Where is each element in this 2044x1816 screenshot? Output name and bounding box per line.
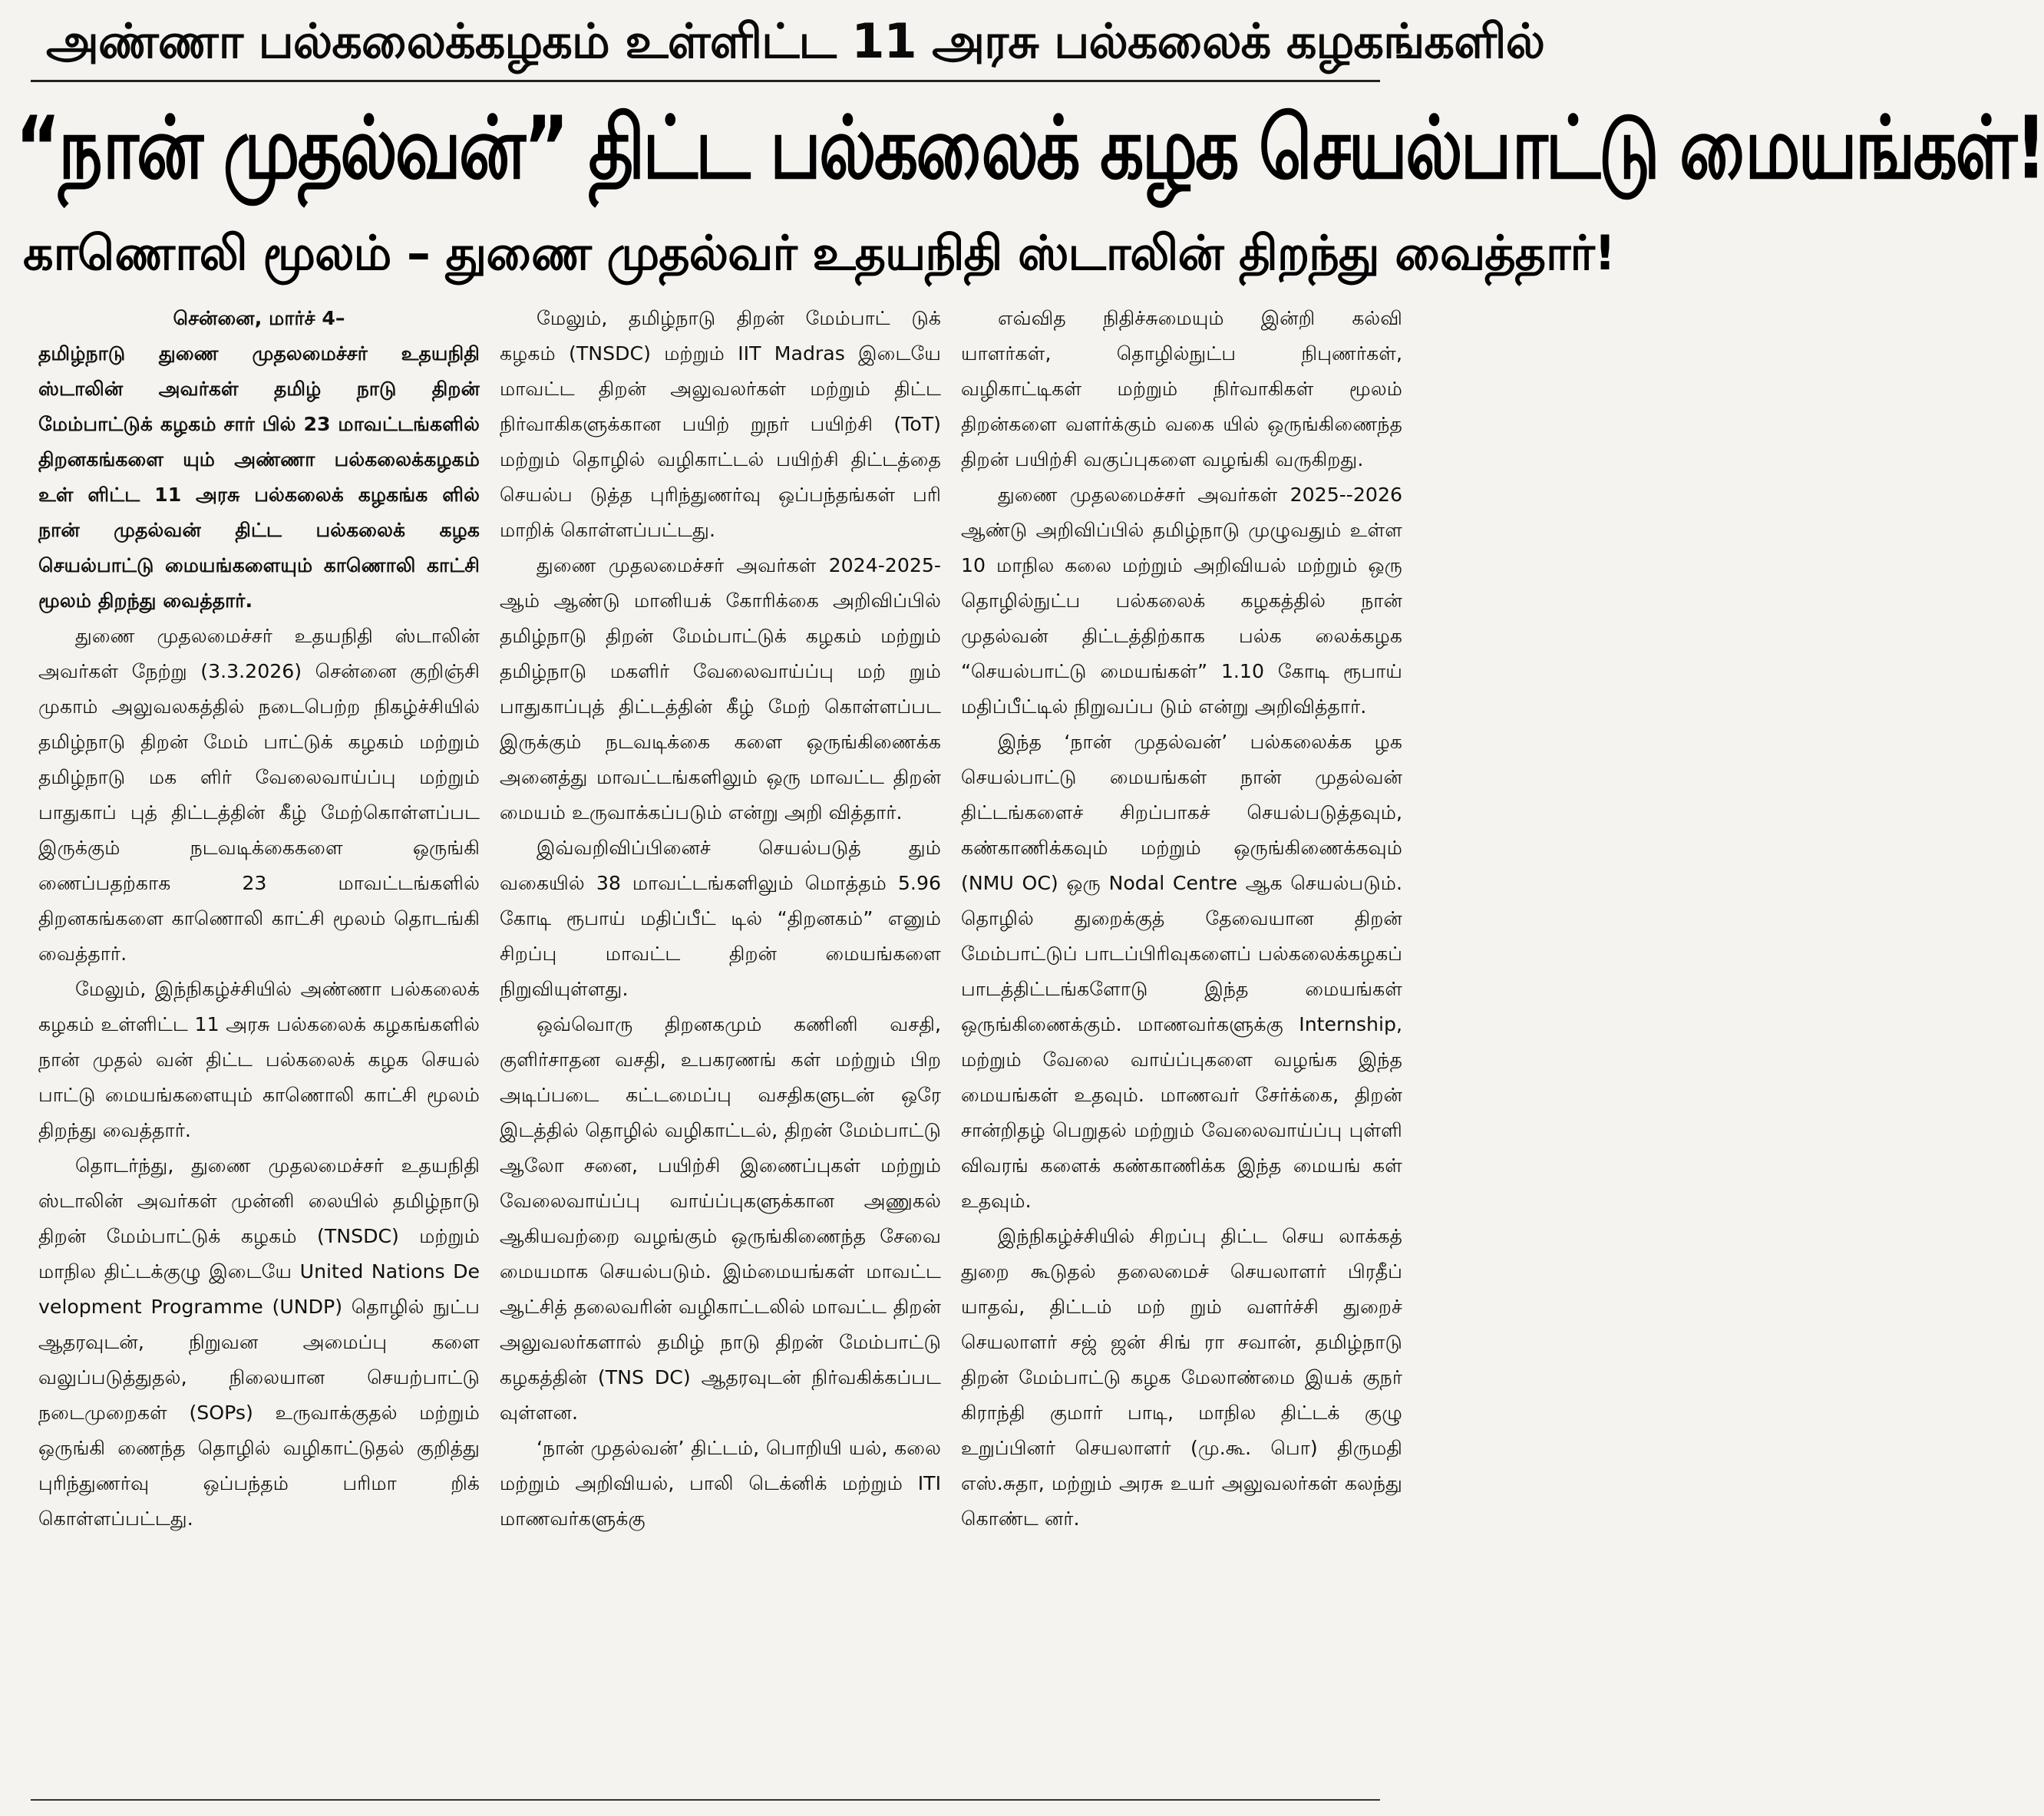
paragraph: மேலும், இந்நிகழ்ச்சியில் அண்ணா பல்கலைக் கழகம் உள்ளிட்ட 11 அரசு பல்கலைக் கழகங்களில் நான் முதல் வன் திட்ட பல்கலைக் கழக செயல் பாட்டு மையங்களையும் காணொலி காட்சி மூலம் திறந்து வைத்தார். <box>38 978 480 1141</box>
main-headline: “நான் முதல்வன்” திட்ட பல்கலைக் கழக செயல்பாட்டு மையங்கள்! <box>15 97 2044 199</box>
article-column-1 <box>38 301 480 1790</box>
article-column-3 <box>961 301 1402 1790</box>
paragraph: மேலும், தமிழ்நாடு திறன் மேம்பாட் டுக் கழகம் (TNSDC) மற்றும் IIT Madras இடையே மாவட்ட திறன் அலுவலர்கள் மற்றும் திட்ட நிர்வாகிகளுக்கான பயிற் றுநர் பயிற்சி (ToT) மற்றும் தொழில் வழிகாட்டல் பயிற்சி திட்டத்தை செயல்ப டுத்த புரிந்துணர்வு ஒப்பந்தங்கள் பரி மாறிக் கொள்ளப்பட்டது. <box>500 307 941 541</box>
article-body <box>38 301 1403 1790</box>
paragraph: துணை முதலமைச்சர் அவர்கள் 2025--2026 ஆண்டு அறிவிப்பில் தமிழ்நாடு முழுவதும் உள்ள 10 மாநில கலை மற்றும் அறிவியல் மற்றும் ஒரு தொழில்நுட்ப பல்கலைக் கழகத்தில் நான் முதல்வன் திட்டத்திற்காக பல்க லைக்கழக “செயல்பாட்டு மையங்கள்” 1.10 கோடி ரூபாய் மதிப்பீட்டில் நிறுவப்ப டும் என்று அறிவித்தார். <box>961 484 1402 718</box>
paragraph: ஒவ்வொரு திறனகமும் கணினி வசதி, குளிர்சாதன வசதி, உபகரணங் கள் மற்றும் பிற அடிப்படை கட்டமைப்பு வசதிகளுடன் ஒரே இடத்தில் தொழில் வழிகாட்டல், திறன் மேம்பாட்டு ஆலோ சனை, பயிற்சி இணைப்புகள் மற்றும் வேலைவாய்ப்பு வாய்ப்புகளுக்கான அணுகல் ஆகியவற்றை வழங்கும் ஒருங்கிணைந்த சேவை மையமாக செயல்படும். இம்மையங்கள் மாவட்ட ஆட்சித் தலைவரின் வழிகாட்டலில் மாவட்ட திறன் அலுவலர்களால் தமிழ் நாடு திறன் மேம்பாட்டு கழகத்தின் (TNS DC) ஆதரவுடன் நிர்வகிக்கப்பட வுள்ளன. <box>500 1013 941 1424</box>
paragraph: துணை முதலமைச்சர் அவர்கள் 2024-2025-ஆம் ஆண்டு மானியக் கோரிக்கை அறிவிப்பில் தமிழ்நாடு திறன் மேம்பாட்டுக் கழகம் மற்றும் தமிழ்நாடு மகளிர் வேலைவாய்ப்பு மற் றும் பாதுகாப்புத் திட்டத்தின் கீழ் மேற் கொள்ளப்பட இருக்கும் நடவடிக்கை களை ஒருங்கிணைக்க அனைத்து மாவட்டங்களிலும் ஒரு மாவட்ட திறன் மையம் உருவாக்கப்படும் என்று அறி வித்தார். <box>500 554 941 824</box>
article-column-2 <box>500 301 941 1790</box>
footer-rule <box>31 1799 1380 1801</box>
paragraph: ‘நான் முதல்வன்’ திட்டம், பொறியி யல், கலை மற்றும் அறிவியல், பாலி டெக்னிக் மற்றும் ITI மாணவர்களுக்கு <box>500 1437 941 1530</box>
paragraph: எவ்வித நிதிச்சுமையும் இன்றி கல்வி யாளர்கள், தொழில்நுட்ப நிபுணர்கள், வழிகாட்டிகள் மற்றும் நிர்வாகிகள் மூலம் திறன்களை வளர்க்கும் வகை யில் ஒருங்கிணைந்த திறன் பயிற்சி வகுப்புகளை வழங்கி வருகிறது. <box>961 307 1402 471</box>
paragraph: இந்த ‘நான் முதல்வன்’ பல்கலைக்க ழக செயல்பாட்டு மையங்கள் நான் முதல்வன் திட்டங்களைச் சிறப்பாகச் செயல்படுத்தவும், கண்காணிக்கவும் மற்றும் ஒருங்கிணைக்கவும் (NMU OC) ஒரு Nodal Centre ஆக செயல்படும். தொழில் துறைக்குத் தேவையான திறன் மேம்பாட்டுப் பாடப்பிரிவுகளைப் பல்கலைக்கழகப் பாடத்திட்டங்களோடு இந்த மையங்கள் ஒருங்கிணைக்கும். மாணவர்களுக்கு Internship, மற்றும் வேலை வாய்ப்புகளை வழங்க இந்த மையங்கள் உதவும். மாணவர் சேர்க்கை, திறன் சான்றிதழ் பெறுதல் மற்றும் வேலைவாய்ப்பு புள்ளி விவரங் களைக் கண்காணிக்க இந்த மையங் கள் உதவும். <box>961 731 1402 1212</box>
dateline: சென்னை, மார்ச் 4– <box>173 307 345 329</box>
paragraph: இந்நிகழ்ச்சியில் சிறப்பு திட்ட செய லாக்கத் துறை கூடுதல் தலைமைச் செயலாளர் பிரதீப் யாதவ், திட்டம் மற் றும் வளர்ச்சி துறைச் செயலாளர் சஜ் ஜன் சிங் ரா சவான், தமிழ்நாடு திறன் மேம்பாட்டு கழக மேலாண்மை இயக் குநர் கிராந்தி குமார் பாடி, மாநில திட்டக் குழு உறுப்பினர் செயலாளர் (மு.கூ. பொ) திருமதி எஸ்.சுதா, மற்றும் அரசு உயர் அலுவலர்கள் கலந்து கொண்ட னர். <box>961 1225 1402 1530</box>
paragraph: தொடர்ந்து, துணை முதலமைச்சர் உதயநிதி ஸ்டாலின் அவர்கள் முன்னி லையில் தமிழ்நாடு திறன் மேம்பாட்டுக் கழகம் (TNSDC) மற்றும் மாநில திட்டக்குழு இடையே United Nations De velopment Programme (UNDP) தொழில் நுட்ப ஆதரவுடன், நிறுவன அமைப்பு களை வலுப்படுத்துதல், நிலையான செயற்பாட்டு நடைமுறைகள் (SOPs) உருவாக்குதல் மற்றும் ஒருங்கி ணைந்த தொழில் வழிகாட்டுதல் குறித்து புரிந்துணர்வு ஒப்பந்தம் பரிமா றிக் கொள்ளப்பட்டது. <box>38 1154 480 1530</box>
paragraph: துணை முதலமைச்சர் உதயநிதி ஸ்டாலின் அவர்கள் நேற்று (3.3.2026) சென்னை குறிஞ்சி முகாம் அலுவலகத்தில் நடைபெற்ற நிகழ்ச்சியில் தமிழ்நாடு திறன் மேம் பாட்டுக் கழகம் மற்றும் தமிழ்நாடு மக ளிர் வேலைவாய்ப்பு மற்றும் பாதுகாப் புத் திட்டத்தின் கீழ் மேற்கொள்ளப்பட இருக்கும் நடவடிக்கைகளை ஒருங்கி ணைப்பதற்காக 23 மாவட்டங்களில் திறனகங்களை காணொலி காட்சி மூலம் தொடங்கி வைத்தார். <box>38 625 480 965</box>
kicker-headline: அண்ணா பல்கலைக்கழகம் உள்ளிட்ட 11 அரசு பல்கலைக் கழகங்களில் <box>46 13 1545 69</box>
sub-headline: காணொலி மூலம் – துணை முதல்வர் உதயநிதி ஸ்டாலின் திறந்து வைத்தார்! <box>23 225 1616 281</box>
lead-paragraph <box>38 301 480 619</box>
paragraph: இவ்வறிவிப்பினைச் செயல்படுத் தும் வகையில் 38 மாவட்டங்களிலும் மொத்தம் 5.96 கோடி ரூபாய் மதிப்பீட் டில் “திறனகம்” எனும் சிறப்பு மாவட்ட திறன் மையங்களை நிறுவியுள்ளது. <box>500 837 941 1000</box>
lead-text: தமிழ்நாடு துணை முதலமைச்சர் உதயநிதி ஸ்டாலின் அவர்கள் தமிழ் நாடு திறன் மேம்பாட்டுக் கழகம் சார் பில் 23 மாவட்டங்களில் திறனகங்களை யும் அண்ணா பல்கலைக்கழகம் உள் ளிட்ட 11 அரசு பல்கலைக் கழகங்க ளில் நான் முதல்வன் திட்ட பல்கலைக் கழக செயல்பாட்டு மையங்களையும் காணொலி காட்சி மூலம் திறந்து வைத்தார். <box>38 342 480 612</box>
